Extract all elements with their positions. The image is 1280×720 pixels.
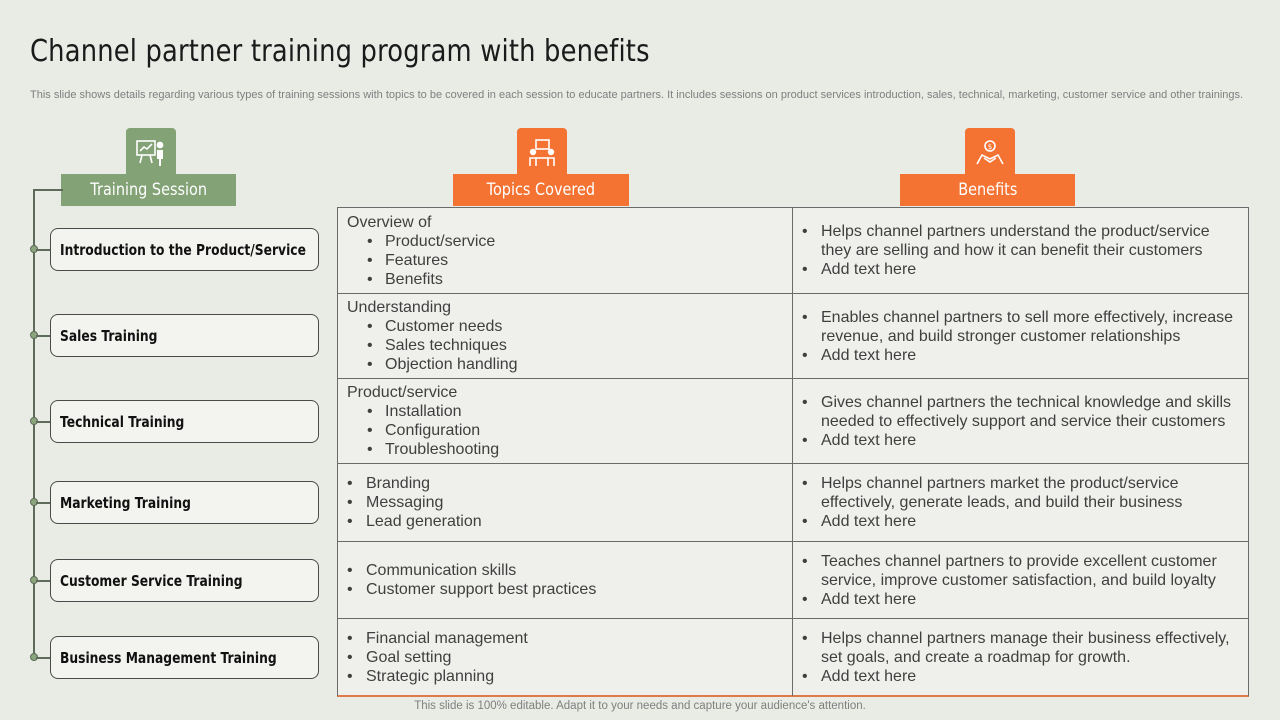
handshake-money-icon [965,128,1015,178]
benefits-cell [793,542,1248,618]
team-meeting-icon [517,128,567,178]
topic-item: • Product/service [347,232,792,251]
presentation-icon [126,128,176,178]
topic-item: • Branding [347,474,792,493]
topic-item: • Financial management [347,629,792,648]
session-label: Business Management Training [60,648,277,667]
topics-cell [338,542,793,618]
topic-item: • Lead generation [347,512,792,531]
topic-item: • Features [347,251,792,270]
benefit-item: • Add text here [802,346,1236,365]
benefit-item: • Helps channel partners manage their business effectively, set goals, and create a roadmap for growth. [802,629,1236,667]
header-topics-covered-label: Topics Covered [486,180,596,200]
topics-heading: Product/service [347,384,458,401]
benefit-item: • Helps channel partners market the product/service effectively, generate leads, and build their business [802,474,1236,512]
timeline-branch [36,335,50,337]
topic-item: • Benefits [347,270,792,289]
session-introduction [50,228,319,271]
topic-item: • Strategic planning [347,667,792,686]
timeline-branch [36,580,50,582]
benefits-cell [793,379,1248,463]
benefit-item: • Teaches channel partners to provide excellent customer service, improve customer satisfaction, and build loyalty [802,552,1236,590]
training-table [337,207,1249,697]
table-row [338,208,1248,294]
benefit-item: • Add text here [802,260,1236,279]
benefit-item: • Add text here [802,431,1236,450]
timeline-connector [33,189,63,191]
topic-item: • Customer support best practices [347,580,792,599]
timeline-branch [36,657,50,659]
topic-item: • Troubleshooting [347,440,792,459]
header-training-session-label: Training Session [90,180,207,200]
topics-cell [338,464,793,541]
benefit-item: • Add text here [802,512,1236,531]
session-technical [50,400,319,443]
benefits-cell [793,294,1248,378]
benefits-cell [793,208,1248,293]
header-topics-covered [453,174,629,206]
table-row [338,294,1248,379]
timeline-branch [36,249,50,251]
header-benefits-label: Benefits [957,180,1018,200]
header-training-session [61,174,236,206]
timeline-branch [36,502,50,504]
table-row [338,619,1248,696]
benefit-item: • Helps channel partners understand the product/service they are selling and how it can benefit their customers [802,222,1236,260]
table-row [338,464,1248,542]
footer-note: This slide is 100% editable. Adapt it to your needs and capture your audience's attention. [414,700,866,712]
session-business-management [50,636,319,679]
session-sales [50,314,319,357]
topic-item: • Customer needs [347,317,792,336]
topics-heading: Overview of [347,213,432,231]
topic-item: • Messaging [347,493,792,512]
benefits-cell [793,619,1248,696]
topic-item: • Communication skills [347,561,792,580]
topic-item: • Objection handling [347,355,792,374]
table-row [338,542,1248,619]
topics-cell [338,619,793,696]
header-benefits [900,174,1075,206]
benefit-item: • Add text here [802,590,1236,609]
session-label: Introduction to the Product/Service [60,240,306,259]
session-label: Customer Service Training [60,571,243,590]
topics-cell [338,379,793,463]
session-label: Technical Training [60,412,185,431]
timeline-branch [36,421,50,423]
topic-item: • Sales techniques [347,336,792,355]
session-label: Marketing Training [60,493,191,512]
table-row [338,379,1248,464]
benefits-cell [793,464,1248,541]
session-marketing [50,481,319,524]
topics-cell [338,208,793,293]
topic-item: • Installation [347,402,792,421]
session-customer-service [50,559,319,602]
topic-item: • Goal setting [347,648,792,667]
topics-heading: Understanding [347,299,452,316]
benefit-item: • Gives channel partners the technical knowledge and skills needed to effectively support and service their customers [802,393,1236,431]
benefit-item: • Add text here [802,667,1236,686]
topic-item: • Configuration [347,421,792,440]
benefit-item: • Enables channel partners to sell more effectively, increase revenue, and build stronger customer relationships [802,308,1236,346]
page-subtitle: This slide shows details regarding various types of training sessions with topics to be covered in each session to educate partners. It includes sessions on product services introduction, sales, technical, marketing, customer service and other trainings. [30,89,1244,101]
page-title: Channel partner training program with benefits [30,34,650,69]
session-label: Sales Training [60,326,158,345]
topics-cell [338,294,793,378]
svg-text:$: $ [987,143,993,151]
